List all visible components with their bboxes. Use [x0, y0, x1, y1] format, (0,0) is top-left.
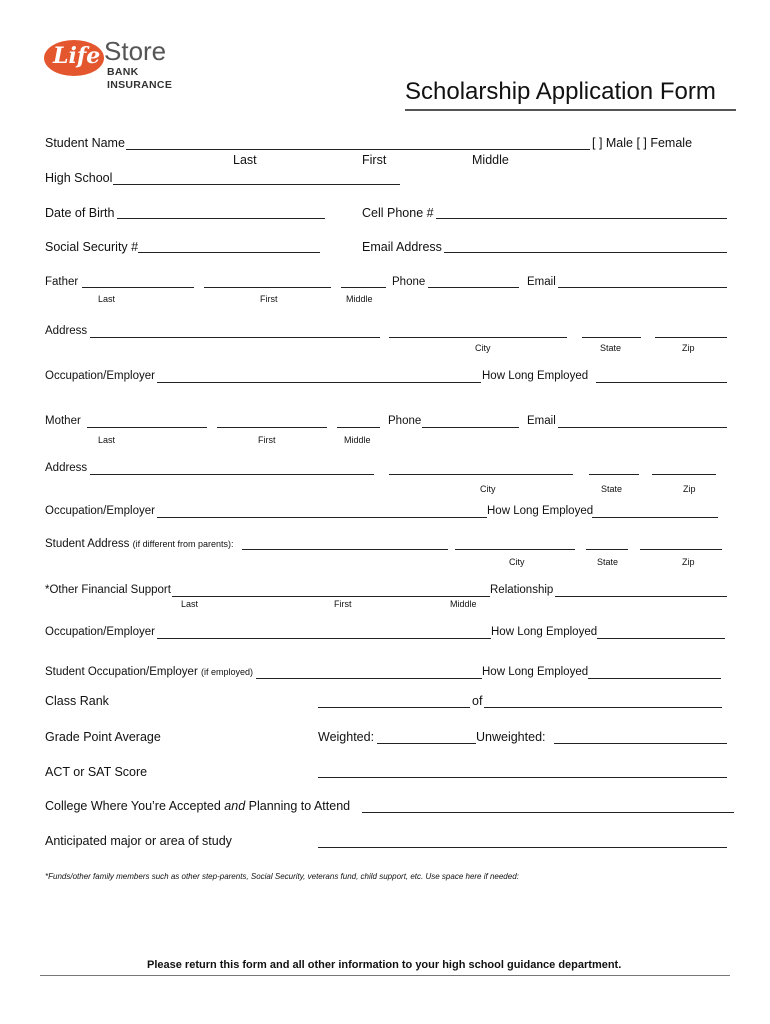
father-city-caption: City [475, 343, 491, 353]
relationship-label: Relationship [490, 584, 554, 596]
footnote: *Funds/other family members such as other step-parents, Social Security, veterans fund, child support, etc. Use space here if needed: [45, 872, 519, 881]
father-label: Father [45, 276, 79, 288]
mother-occupation-field[interactable] [157, 517, 487, 518]
father-address-field[interactable] [90, 337, 380, 338]
father-how-long-label: How Long Employed [482, 370, 589, 382]
father-email-field[interactable] [558, 287, 727, 288]
gpa-label: Grade Point Average [45, 730, 161, 744]
mother-occupation-label: Occupation/Employer [45, 505, 155, 517]
student-state-caption: State [597, 557, 619, 567]
mother-last-caption: Last [98, 435, 116, 445]
other-first-caption: First [334, 599, 352, 609]
father-state-field[interactable] [582, 337, 641, 338]
other-occupation-label: Occupation/Employer [45, 626, 155, 638]
mother-email-label: Email [527, 415, 556, 427]
logo-insurance-text: INSURANCE [107, 79, 173, 91]
other-support-label: *Other Financial Support [45, 584, 171, 596]
email-field[interactable] [444, 252, 727, 253]
student-first-caption: First [362, 153, 387, 167]
student-zip-caption: Zip [682, 557, 695, 567]
father-phone-label: Phone [392, 276, 426, 288]
mother-how-long-label: How Long Employed [487, 505, 594, 517]
dob-label: Date of Birth [45, 206, 115, 220]
mother-city-caption: City [480, 484, 496, 494]
class-rank-of: of [472, 694, 483, 708]
unweighted-gpa-field[interactable] [554, 743, 727, 744]
mother-first-caption: First [258, 435, 276, 445]
mother-address-label: Address [45, 462, 88, 474]
student-address-text: Student Address [45, 538, 130, 550]
father-state-caption: State [600, 343, 622, 353]
father-zip-field[interactable] [655, 337, 727, 338]
mother-address-field[interactable] [90, 474, 374, 475]
father-city-field[interactable] [389, 337, 567, 338]
father-email-label: Email [527, 276, 556, 288]
mother-city-field[interactable] [389, 474, 573, 475]
father-middle-field[interactable] [341, 287, 386, 288]
mother-phone-field[interactable] [422, 427, 519, 428]
student-occupation-note: (if employed) [200, 667, 254, 677]
student-address-label [45, 538, 233, 550]
major-field[interactable] [318, 847, 727, 848]
student-name-label: Student Name [45, 136, 125, 150]
student-city-caption: City [509, 557, 525, 567]
ssn-field[interactable] [138, 252, 320, 253]
student-occupation-text: Student Occupation/Employer [45, 666, 198, 678]
page-title: Scholarship Application Form [405, 78, 716, 105]
father-occupation-label: Occupation/Employer [45, 370, 155, 382]
mother-middle-field[interactable] [337, 427, 380, 428]
father-first-caption: First [260, 294, 278, 304]
mother-state-field[interactable] [589, 474, 639, 475]
cell-phone-field[interactable] [436, 218, 727, 219]
mother-phone-label: Phone [388, 415, 422, 427]
high-school-field[interactable] [113, 184, 400, 185]
relationship-field[interactable] [555, 596, 727, 597]
college-label-a: College Where You’re Accepted [45, 799, 225, 813]
father-last-field[interactable] [82, 287, 194, 288]
mother-email-field[interactable] [558, 427, 727, 428]
class-rank-label: Class Rank [45, 694, 109, 708]
mother-first-field[interactable] [217, 427, 327, 428]
other-middle-caption: Middle [450, 599, 477, 609]
mother-state-caption: State [601, 484, 623, 494]
gender-checkboxes[interactable]: [ ] Male [ ] Female [592, 136, 693, 150]
cell-phone-label: Cell Phone # [362, 206, 434, 220]
act-sat-field[interactable] [318, 777, 727, 778]
class-size-field[interactable] [484, 707, 722, 708]
other-how-long-label: How Long Employed [491, 626, 598, 638]
weighted-label: Weighted: [318, 730, 375, 744]
college-field[interactable] [362, 812, 734, 813]
college-label-and: and [224, 799, 246, 813]
mother-zip-field[interactable] [652, 474, 716, 475]
dob-field[interactable] [117, 218, 325, 219]
student-how-long-field[interactable] [588, 678, 721, 679]
logo-bank-text: BANK [107, 66, 139, 78]
college-label [45, 799, 350, 813]
college-label-b: Planning to Attend [245, 799, 351, 813]
student-last-caption: Last [233, 153, 257, 167]
email-label: Email Address [362, 240, 442, 254]
other-occupation-field[interactable] [157, 638, 491, 639]
student-zip-field[interactable] [640, 549, 722, 550]
other-last-caption: Last [181, 599, 199, 609]
high-school-label: High School [45, 171, 113, 185]
class-rank-field[interactable] [318, 707, 470, 708]
student-address-note: (if different from parents): [132, 539, 234, 549]
student-how-long-label: How Long Employed [482, 666, 589, 678]
major-label: Anticipated major or area of study [45, 834, 232, 848]
student-middle-caption: Middle [472, 153, 509, 167]
father-how-long-field[interactable] [596, 382, 727, 383]
father-zip-caption: Zip [682, 343, 695, 353]
return-instructions: Please return this form and all other information to your high school guidance department. [147, 959, 622, 971]
logo-life-text: Life [53, 43, 101, 69]
other-how-long-field[interactable] [597, 638, 725, 639]
weighted-gpa-field[interactable] [377, 743, 476, 744]
father-occupation-field[interactable] [157, 382, 481, 383]
title-rule [405, 109, 736, 111]
unweighted-label: Unweighted: [476, 730, 546, 744]
ssn-label: Social Security # [45, 240, 139, 254]
student-address-field[interactable] [242, 549, 448, 550]
mother-label: Mother [45, 415, 81, 427]
mother-last-field[interactable] [87, 427, 207, 428]
student-occupation-label [45, 666, 253, 678]
father-address-label: Address [45, 325, 88, 337]
father-middle-caption: Middle [346, 294, 373, 304]
mother-how-long-field[interactable] [592, 517, 718, 518]
father-first-field[interactable] [204, 287, 331, 288]
other-support-field[interactable] [172, 596, 490, 597]
student-city-field[interactable] [455, 549, 575, 550]
act-sat-label: ACT or SAT Score [45, 765, 148, 779]
mother-middle-caption: Middle [344, 435, 371, 445]
father-last-caption: Last [98, 294, 116, 304]
student-occupation-field[interactable] [256, 678, 482, 679]
student-state-field[interactable] [586, 549, 628, 550]
bottom-rule [40, 975, 730, 976]
student-name-field[interactable] [126, 149, 590, 150]
logo-store-text: Store [104, 36, 167, 66]
father-phone-field[interactable] [428, 287, 519, 288]
mother-zip-caption: Zip [683, 484, 696, 494]
